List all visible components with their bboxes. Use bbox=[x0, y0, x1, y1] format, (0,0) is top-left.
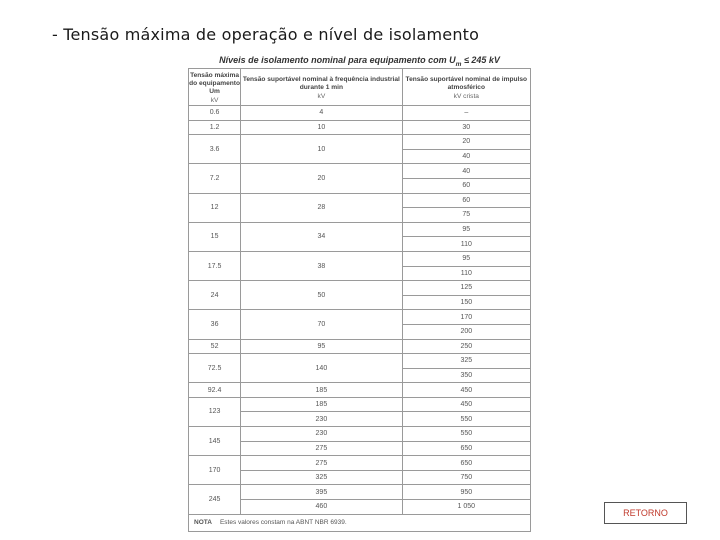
table-row bbox=[189, 383, 531, 398]
um-cell: 170 bbox=[189, 456, 241, 485]
freq-cell: 230 bbox=[241, 412, 402, 427]
um-cell: 36 bbox=[189, 310, 241, 339]
impulse-cell: 150 bbox=[402, 295, 530, 310]
impulse-cell: 450 bbox=[402, 397, 530, 412]
um-cell: 12 bbox=[189, 193, 241, 222]
header-impulse bbox=[402, 69, 530, 106]
table-row bbox=[189, 354, 531, 369]
impulse-cell: 550 bbox=[402, 412, 530, 427]
um-cell: 123 bbox=[189, 397, 241, 426]
impulse-cell: 170 bbox=[402, 310, 530, 325]
table-note bbox=[188, 515, 531, 532]
note-label: NOTA bbox=[194, 518, 212, 526]
impulse-cell: 95 bbox=[402, 222, 530, 237]
impulse-cell: 20 bbox=[402, 135, 530, 150]
um-cell: 72.5 bbox=[189, 354, 241, 383]
freq-cell: 460 bbox=[241, 500, 402, 515]
impulse-cell: 60 bbox=[402, 193, 530, 208]
um-cell: 17.5 bbox=[189, 251, 241, 280]
impulse-cell: 75 bbox=[402, 208, 530, 223]
impulse-cell: 110 bbox=[402, 266, 530, 281]
insulation-levels-table bbox=[188, 68, 531, 515]
um-cell: 145 bbox=[189, 427, 241, 456]
um-cell: 15 bbox=[189, 222, 241, 251]
impulse-cell: 550 bbox=[402, 427, 530, 442]
table-row bbox=[189, 120, 531, 135]
um-cell: 3.6 bbox=[189, 135, 241, 164]
insulation-table bbox=[188, 52, 531, 532]
slide-title: - Tensão máxima de operação e nível de isolamento bbox=[52, 25, 480, 44]
table-row bbox=[189, 500, 531, 515]
impulse-cell: 350 bbox=[402, 368, 530, 383]
table-row bbox=[189, 251, 531, 266]
impulse-cell: 950 bbox=[402, 485, 530, 500]
freq-cell: 95 bbox=[241, 339, 402, 354]
freq-cell: 4 bbox=[241, 106, 402, 121]
freq-cell: 20 bbox=[241, 164, 402, 193]
table-row bbox=[189, 135, 531, 150]
caption-suffix: ≤ 245 kV bbox=[461, 55, 500, 65]
um-cell: 1.2 bbox=[189, 120, 241, 135]
impulse-cell: 110 bbox=[402, 237, 530, 252]
impulse-cell: 40 bbox=[402, 164, 530, 179]
impulse-cell: 325 bbox=[402, 354, 530, 369]
table-row bbox=[189, 339, 531, 354]
table-header-row bbox=[189, 69, 531, 106]
table-caption bbox=[188, 52, 531, 68]
impulse-cell: 200 bbox=[402, 324, 530, 339]
header-power-frequency-label: Tensão suportável nominal à frequência industrial durante 1 min bbox=[242, 75, 400, 91]
header-power-frequency bbox=[241, 69, 402, 106]
freq-cell: 70 bbox=[241, 310, 402, 339]
freq-cell: 325 bbox=[241, 470, 402, 485]
table-row bbox=[189, 310, 531, 325]
freq-cell: 50 bbox=[241, 281, 402, 310]
impulse-cell: 95 bbox=[402, 251, 530, 266]
header-impulse-label: Tensão suportável nominal de impulso atmosférico bbox=[405, 75, 528, 91]
um-cell: 52 bbox=[189, 339, 241, 354]
impulse-cell: 60 bbox=[402, 178, 530, 193]
um-cell: 0.6 bbox=[189, 106, 241, 121]
impulse-cell: 40 bbox=[402, 149, 530, 164]
table-row bbox=[189, 193, 531, 208]
caption-subscript: m bbox=[455, 60, 462, 68]
freq-cell: 10 bbox=[241, 120, 402, 135]
freq-cell: 185 bbox=[241, 397, 402, 412]
table-row bbox=[189, 412, 531, 427]
freq-cell: 38 bbox=[241, 251, 402, 280]
table-row bbox=[189, 441, 531, 456]
freq-cell: 185 bbox=[241, 383, 402, 398]
impulse-cell: 450 bbox=[402, 383, 530, 398]
freq-cell: 275 bbox=[241, 441, 402, 456]
table-row bbox=[189, 397, 531, 412]
header-max-voltage-label: Tensão máxima do equipamento Um bbox=[189, 71, 241, 95]
table-row bbox=[189, 485, 531, 500]
impulse-cell: 125 bbox=[402, 281, 530, 296]
header-max-voltage bbox=[189, 69, 241, 106]
note-text: Estes valores constam na ABNT NBR 6939. bbox=[219, 518, 347, 526]
caption-symbol: U bbox=[449, 55, 456, 65]
table-row bbox=[189, 456, 531, 471]
header-max-voltage-unit: kV bbox=[210, 96, 219, 104]
impulse-cell: 650 bbox=[402, 456, 530, 471]
um-cell: 7.2 bbox=[189, 164, 241, 193]
table-row bbox=[189, 281, 531, 296]
um-cell: 245 bbox=[189, 485, 241, 514]
freq-cell: 28 bbox=[241, 193, 402, 222]
header-power-frequency-unit: kV bbox=[317, 92, 326, 100]
impulse-cell: 250 bbox=[402, 339, 530, 354]
freq-cell: 395 bbox=[241, 485, 402, 500]
impulse-cell: 750 bbox=[402, 470, 530, 485]
impulse-cell: 1 050 bbox=[402, 500, 530, 515]
table-row bbox=[189, 470, 531, 485]
um-cell: 24 bbox=[189, 281, 241, 310]
um-cell: 92.4 bbox=[189, 383, 241, 398]
impulse-cell: – bbox=[402, 106, 530, 121]
freq-cell: 140 bbox=[241, 354, 402, 383]
freq-cell: 34 bbox=[241, 222, 402, 251]
impulse-cell: 30 bbox=[402, 120, 530, 135]
freq-cell: 230 bbox=[241, 427, 402, 442]
freq-cell: 275 bbox=[241, 456, 402, 471]
table-row bbox=[189, 164, 531, 179]
table-row bbox=[189, 222, 531, 237]
return-button[interactable]: RETORNO bbox=[604, 502, 687, 524]
table-row bbox=[189, 106, 531, 121]
caption-prefix: Níveis de isolamento nominal para equipamento com bbox=[219, 55, 450, 65]
impulse-cell: 650 bbox=[402, 441, 530, 456]
freq-cell: 10 bbox=[241, 135, 402, 164]
table-row bbox=[189, 427, 531, 442]
header-impulse-unit: kV crista bbox=[453, 92, 479, 100]
